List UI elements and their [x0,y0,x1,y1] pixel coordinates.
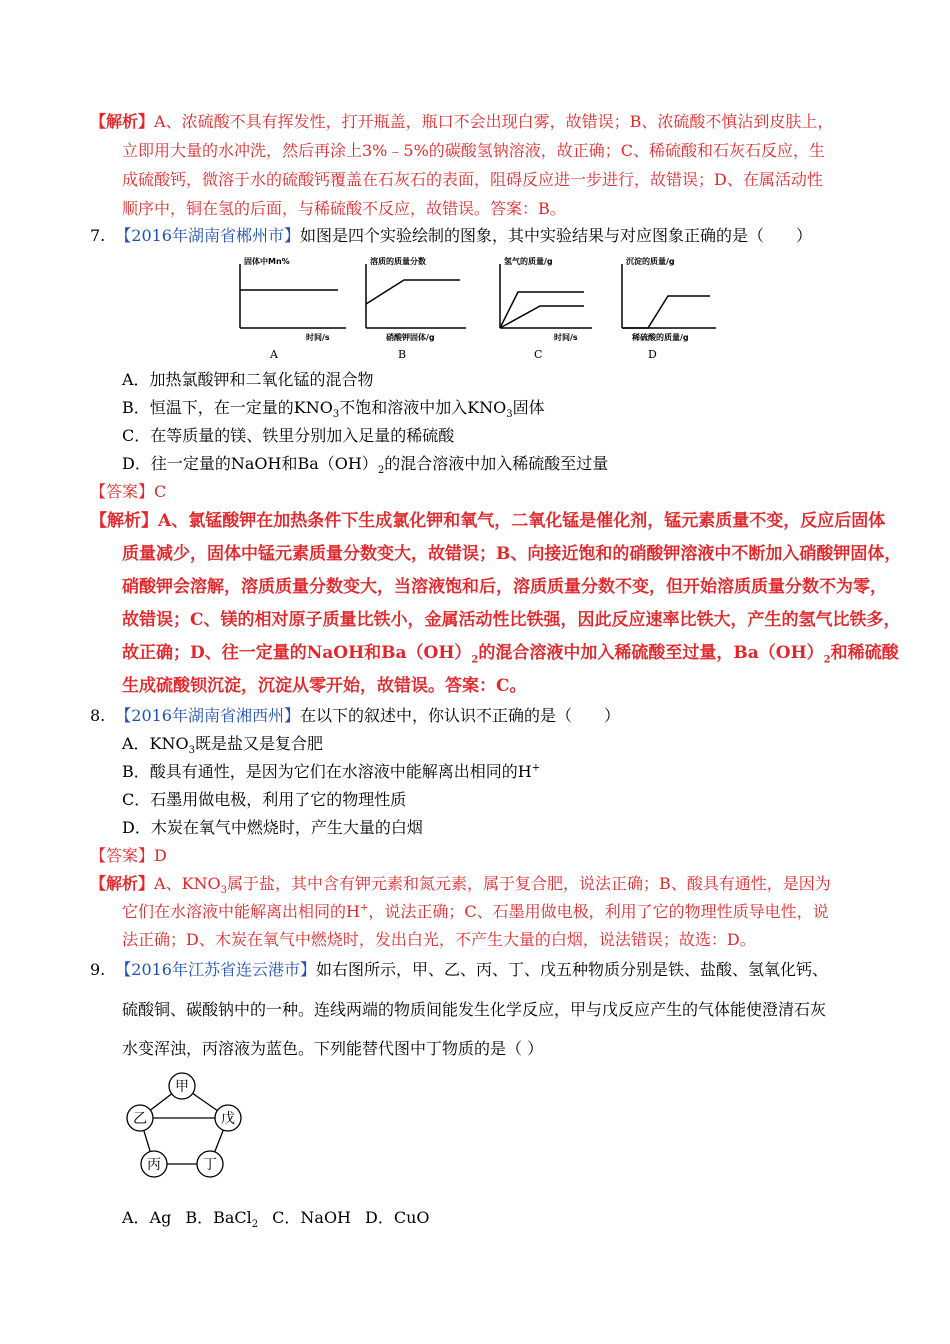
chart-b [366,256,466,361]
chart-b-xlabel: 硝酸钾固体/g [386,333,435,342]
q8-analysis-line-2: 它们在水溶液中能解离出相同的H+，说法正确；C、石墨用做电极，利用了它的物理性质导电性，说 [122,902,829,921]
q8-option-c: C．石墨用做电极，利用了它的物理性质 [122,790,407,809]
chart-d [622,256,716,361]
chart-c-curve-1 [500,292,584,328]
q7-number: 7. [90,226,106,245]
q9-stem-line-3: 水变浑浊，丙溶液为蓝色。下列能替代图中丁物质的是（ ） [122,1039,544,1058]
q9-source: 【2016年江苏省连云港市】 [115,960,316,979]
q6-analysis-line-1: 【解析】A、浓硫酸不具有挥发性，打开瓶盖，瓶口不会出现白雾，故错误；B、浓硫酸不慎沾到皮肤上， [90,112,834,131]
q7-analysis-line-1: 【解析】A、氯锰酸钾在加热条件下生成氯化钾和氧气，二氧化锰是催化剂，锰元素质量不变，反应后固体 [90,511,886,531]
q9-pentagon-diagram [110,1068,260,1186]
node-ding [197,1151,223,1177]
q6-analysis-line-4: 顺序中，铜在氢的后面，与稀硫酸不反应，故错误。答案：B。 [122,199,566,218]
chart-c-letter: C [534,348,543,361]
q8-option-d: D．木炭在氧气中燃烧时，产生大量的白烟 [122,818,423,837]
chart-a [240,256,346,361]
q9-stem-line-1: 9. 【2016年江苏省连云港市】如右图所示，甲、乙、丙、丁、戊五种物质分别是铁、盐酸、氢氧化钙、 [90,960,829,979]
q7-analysis-tag: 【解析】 [90,511,158,531]
q8-source: 【2016年湖南省湘西州】 [115,706,300,725]
chart-d-xlabel: 稀硫酸的质量/g [632,333,689,342]
chart-d-letter: D [648,348,657,361]
q7-analysis-line-6: 生成硫酸钡沉淀，沉淀从零开始，故错误。答案：C。 [122,676,527,696]
q8-option-b: B．酸具有通性，是因为它们在水溶液中能解离出相同的H+ [122,762,541,781]
chart-c [500,256,592,361]
q7-figure [228,256,728,368]
q8-answer: 【答案】D [90,846,167,865]
q7-option-c: C．在等质量的镁、铁里分别加入足量的稀硫酸 [122,426,455,445]
svg-text:戊: 戊 [221,1111,235,1127]
svg-text:丁: 丁 [203,1157,217,1173]
q9-option-c: C．NaOH [272,1208,352,1227]
chart-b-letter: B [398,348,407,361]
q9-option-b: B．BaCl$_2$ [185,1208,259,1231]
node-yi [127,1105,153,1131]
chart-a-ylabel: 固体中Mn% [244,257,290,266]
chart-a-letter: A [270,348,278,361]
chart-d-ylabel: 沉淀的质量/g [626,257,675,266]
q6-analysis-tag: 【解析】 [90,112,155,131]
q8-stem: 8. 【2016年湖南省湘西州】在以下的叙述中，你认识不正确的是（ ） [90,706,621,725]
q9-option-d: D．CuO [365,1208,430,1227]
q9-stem-line-2: 硫酸铜、碳酸钠中的一种。连线两端的物质间能发生化学反应，甲与戊反应产生的气体能使澄清石灰 [122,1000,827,1019]
chart-c-xlabel: 时间/s [554,333,578,342]
q9-option-a: A．Ag [122,1208,172,1227]
q7-charts-svg [228,256,728,368]
q8-analysis-line-1: 【解析】A、$KNO_3$属于盐，其中含有钾元素和氮元素，属于复合肥，说法正确；B、酸具有通性，是因为 [90,874,831,897]
q7-analysis-line-2: 质量减少，固体中锰元素质量分数变大，故错误；B、向接近饱和的硝酸钾溶液中不断加入硝酸钾固体， [122,544,902,564]
chart-b-ylabel: 溶质的质量分数 [370,257,426,266]
q8-option-a: A．$KNO_3$既是盐又是复合肥 [122,734,324,757]
q7-stem: 7. 【2016年湖南省郴州市】如图是四个实验绘制的图象，其中实验结果与对应图象正确的是（ ） [90,226,813,245]
q7-source: 【2016年湖南省郴州市】 [115,226,300,245]
q7-analysis-line-5: 故正确；D、往一定量的NaOH和$Ba(OH)_2$的混合溶液中加入稀硫酸至过量，$Ba(OH)_2$和稀硫酸 [122,643,899,666]
q8-analysis-line-3: 法正确；D、木炭在氧气中燃烧时，发出白光，不产生大量的白烟，说法错误；故选：D。 [122,930,756,949]
q7-analysis-line-4: 故错误；C、镁的相对原子质量比铁小，金属活动性比铁强，因此反应速率比铁大，产生的氢气比铁多， [122,610,901,630]
node-wu [215,1105,241,1131]
q7-answer: 【答案】C [90,482,167,501]
q7-option-d: D．往一定量的NaOH和$Ba(OH)_2$的混合溶液中加入稀硫酸至过量 [122,454,609,477]
chart-a-xlabel: 时间/s [306,333,330,342]
q8-number: 8. [90,706,106,725]
svg-text:乙: 乙 [133,1111,147,1127]
q7-analysis-line-3: 硝酸钾会溶解，溶质质量分数变大，当溶液饱和后，溶质质量分数不变，但开始溶质质量分数不为零， [122,577,887,597]
q6-analysis-line-2: 立即用大量的水冲洗，然后再涂上3%﹣5%的碳酸氢钠溶液，故正确；C、稀硫酸和石灰石反应，生 [122,141,826,160]
chart-c-ylabel: 氢气的质量/g [504,257,553,266]
q6-analysis-line-3: 成硫酸钙，微溶于水的硫酸钙覆盖在石灰石的表面，阻碍反应进一步进行，故错误；D、在属活动性 [122,170,823,189]
svg-text:丙: 丙 [147,1157,161,1173]
chart-b-curve [366,280,460,304]
q9-number: 9. [90,960,106,979]
q8-analysis-tag: 【解析】 [90,874,155,893]
svg-text:甲: 甲 [175,1079,189,1095]
chart-d-curve [622,296,710,328]
q9-options [122,1208,430,1231]
q7-option-a: A．加热氯酸钾和二氧化锰的混合物 [122,370,374,389]
q7-option-b: B．恒温下，在一定量的$KNO_3$不饱和溶液中加入$KNO_3$固体 [122,398,545,421]
chart-c-curve-2 [500,306,584,328]
node-jia [169,1073,195,1099]
node-bing [141,1151,167,1177]
